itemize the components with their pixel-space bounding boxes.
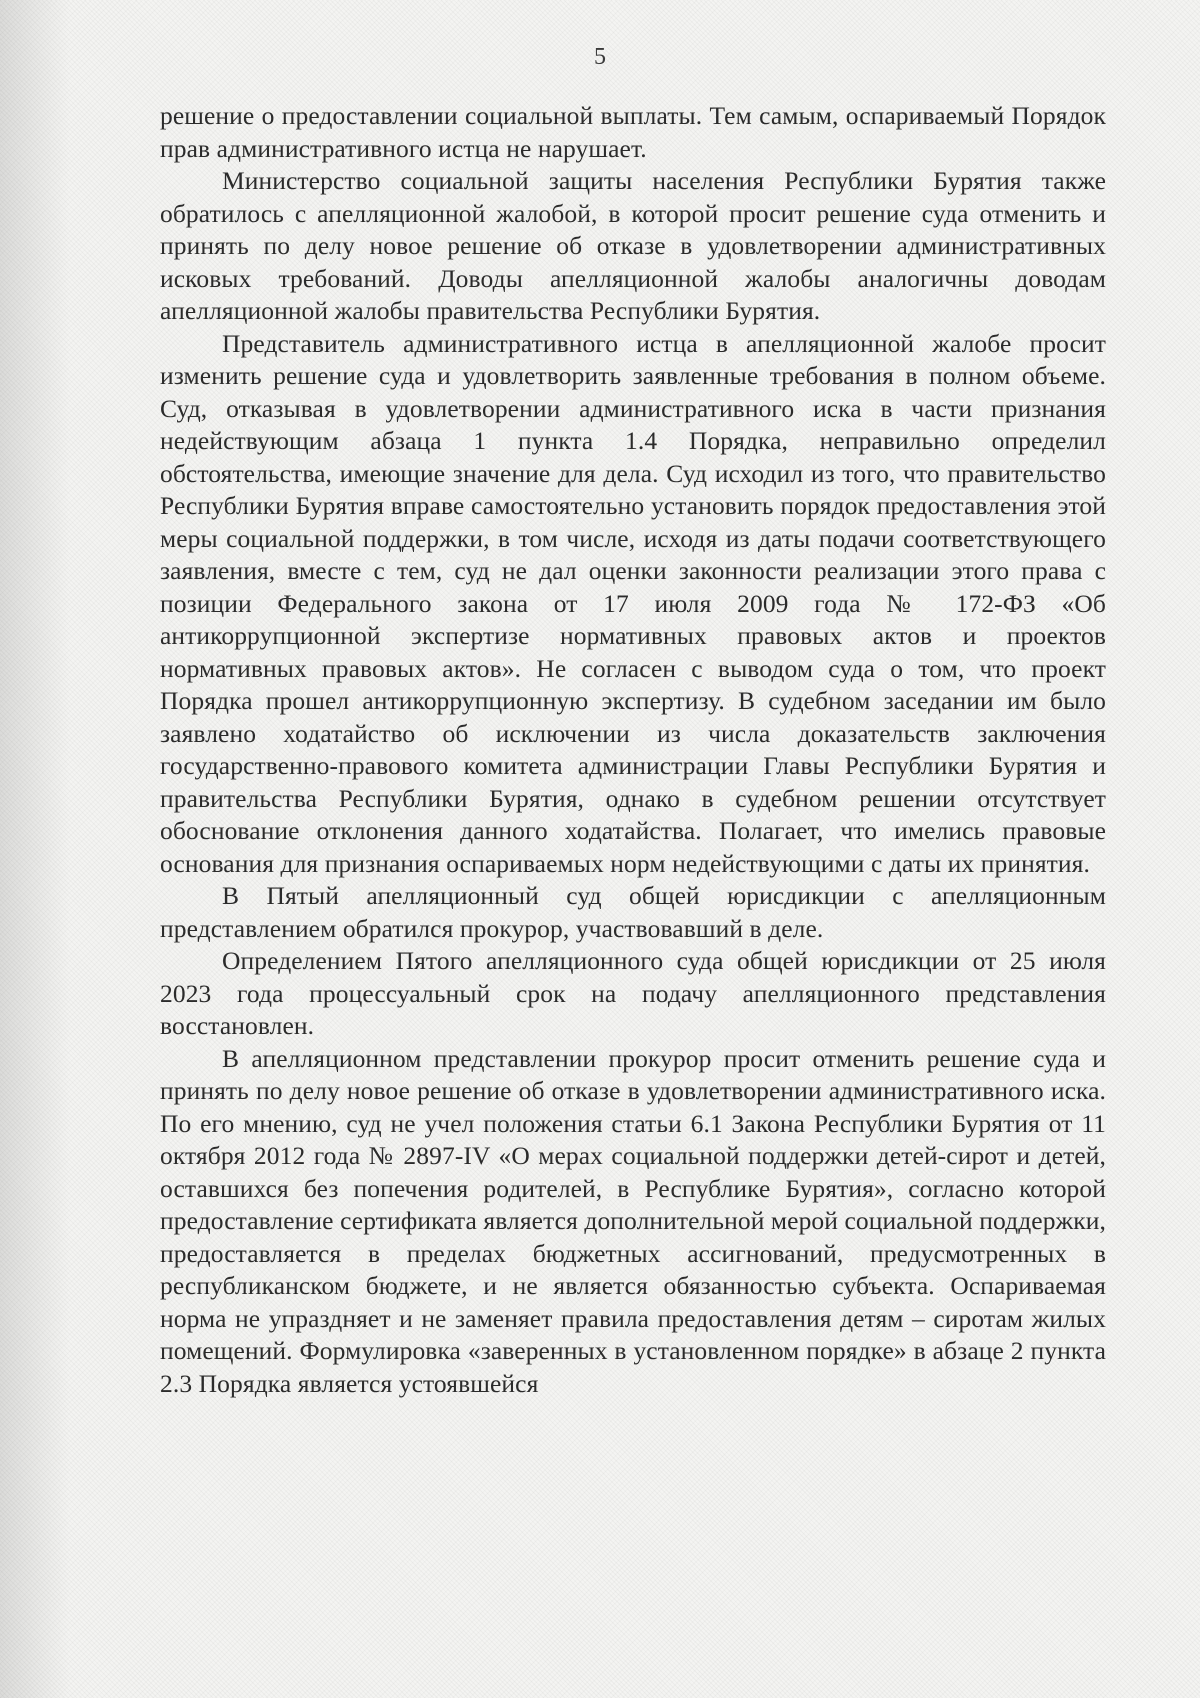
paragraph: В апелляционном представлении прокурор просит отменить решение суда и принять по делу новое решение об отказе в удовлетворении административного иска. По его мнению, суд не учел положения статьи 6.1 Закона Республики Бурятия от 11 октября 2012 года № 2897-IV «О мерах социальной поддержки детей-сирот и детей, оставшихся без попечения родителей, в Республике Бурятия», согласно которой предоставление сертификата является дополнительной мерой социальной поддержки, предоставляется в пределах бюджетных ассигнований, предусмотренных в республиканском бюджете, и не является обязанностью субъекта. Оспариваемая норма не упраздняет и не заменяет правила предоставления детям – сиротам жилых помещений. Формулировка «заверенных в установленном порядке» в абзаце 2 пункта 2.3 Порядка является устоявшейся [160, 1043, 1106, 1398]
paragraph: Представитель административного истца в апелляционной жалобе просит изменить решение суда и удовлетворить заявленные требования в полном объеме. Суд, отказывая в удовлетворении административного иска в части признания недействующим абзаца 1 пункта 1.4 Порядка, неправильно определил обстоятельства, имеющие значение для дела. Суд исходил из того, что правительство Республики Бурятия вправе самостоятельно установить порядок предоставления этой меры социальной поддержки, в том числе, исходя из даты подачи соответствующего заявления, вместе с тем, суд не дал оценки законности реализации этого права с позиции Федерального закона от 17 июля 2009 года № 172-ФЗ «Об антикоррупционной экспертизе нормативных правовых актов и проектов нормативных правовых актов». Не согласен с выводом суда о том, что проект Порядка прошел антикоррупционную экспертизу. В судебном заседании им было заявлено ходатайство об исключении из числа доказательств заключения государственно-правового комитета администрации Главы Республики Бурятия и правительства Республики Бурятия, однако в судебном решении отсутствует обоснование отклонения данного ходатайства. Полагает, что имелись правовые основания для признания оспариваемых норм недействующими с даты их принятия. [160, 328, 1106, 878]
scan-edge-shadow [0, 0, 70, 1698]
paragraph: В Пятый апелляционный суд общей юрисдикции с апелляционным представлением обратился прокурор, участвовавший в деле. [160, 881, 1106, 943]
paragraph: Определением Пятого апелляционного суда общей юрисдикции от 25 июля 2023 года процессуальный срок на подачу апелляционного представления восстановлен. [160, 946, 1106, 1040]
paragraph-continuation: решение о предоставлении социальной выплаты. Тем самым, оспариваемый Порядок прав административного истца не нарушает. [160, 101, 1106, 163]
document-body [160, 100, 1106, 1400]
page-number: 5 [594, 44, 606, 70]
paragraph: Министерство социальной защиты населения Республики Бурятия также обратилось с апелляционной жалобой, в которой просит решение суда отменить и принять по делу новое решение об отказе в удовлетворении административных исковых требований. Доводы апелляционной жалобы аналогичны доводам апелляционной жалобы правительства Республики Бурятия. [160, 166, 1106, 325]
